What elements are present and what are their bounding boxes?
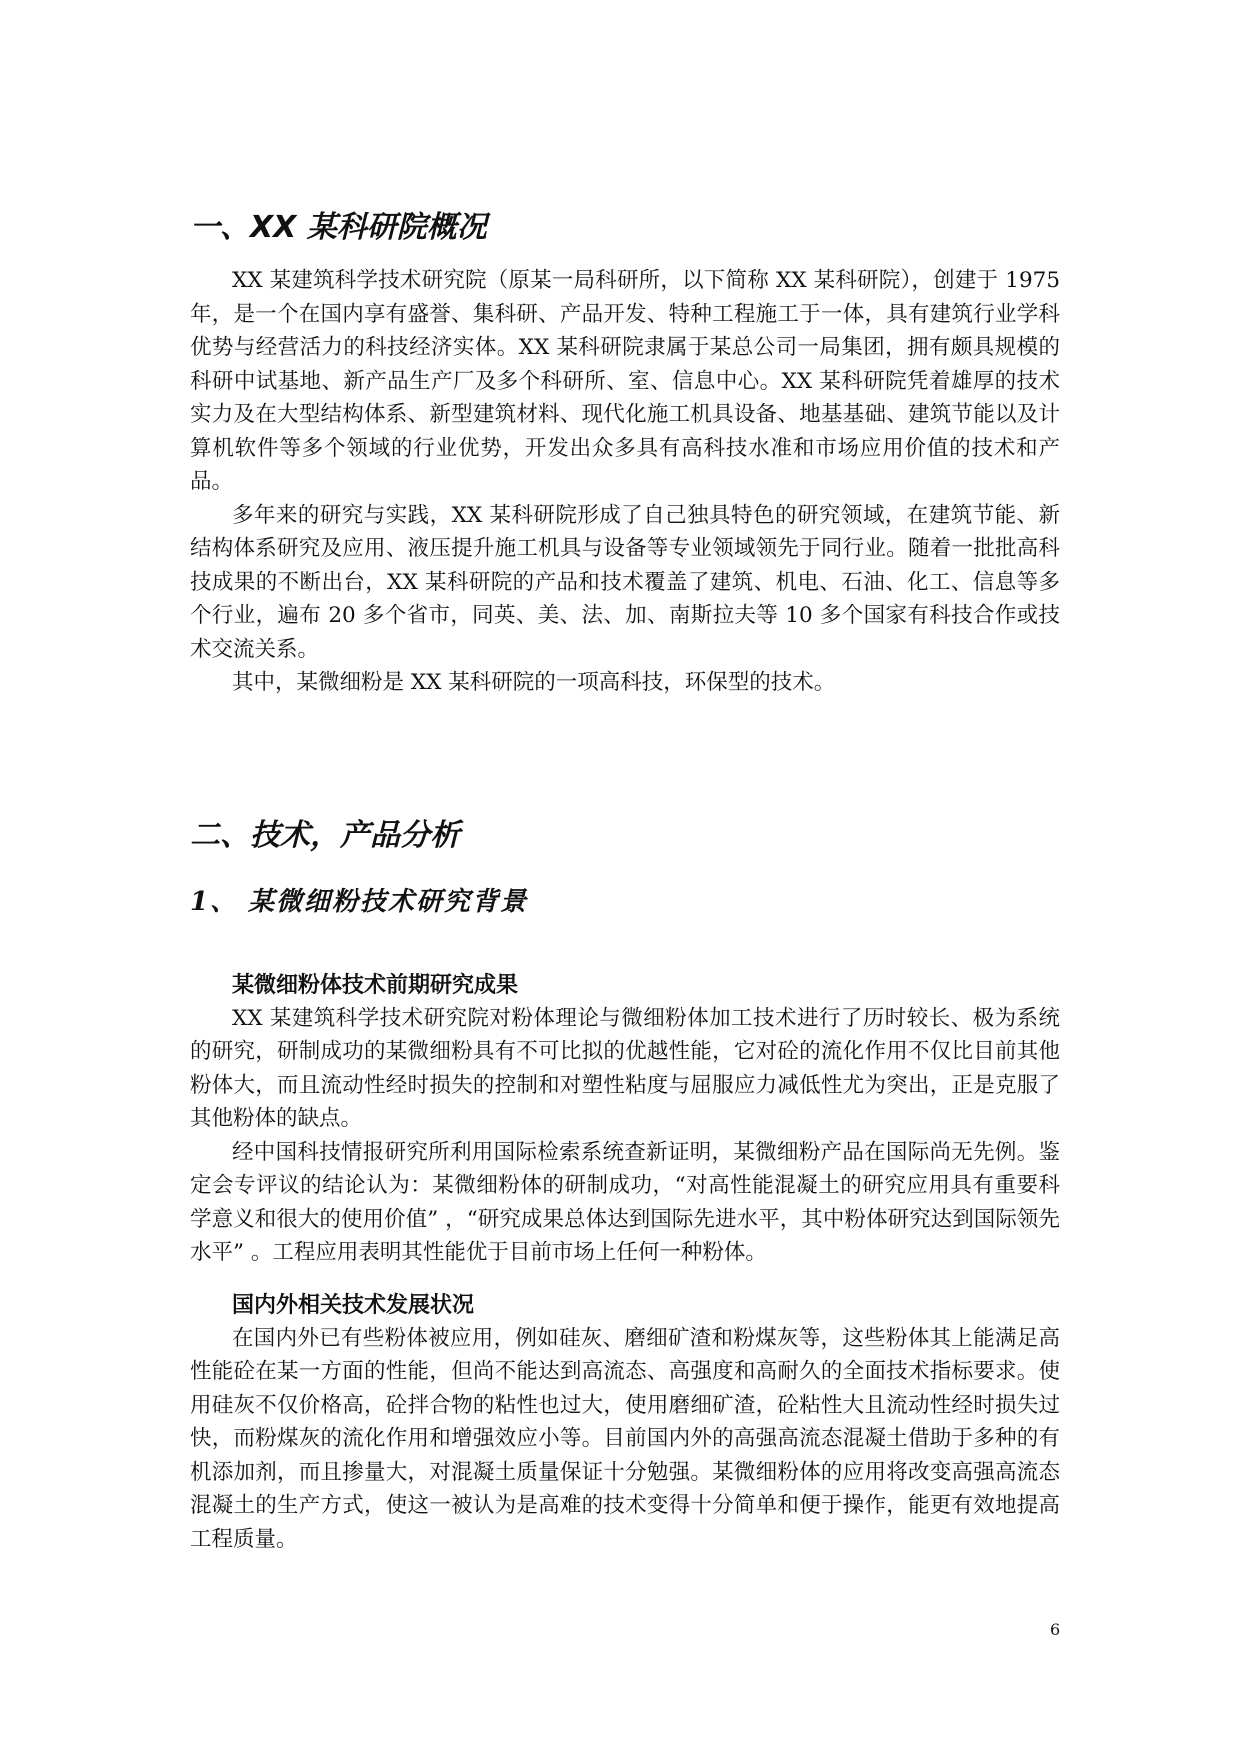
overview-paragraph: 多年来的研究与实践，XX 某科研院形成了自己独具特色的研究领域，在建筑节能、新结构体系研究及应用、液压提升施工机具与设备等专业领域领先于同行业。随着一批批高科技成果的不断出台，XX 某科研院的产品和技术覆盖了建筑、机电、石油、化工、信息等多个行业，遍布 20 多个省市，同英、美、法、加、南斯拉夫等 10 多个国家有科技合作或技术交流关系。 <box>190 502 1060 662</box>
subsection-heading <box>190 884 1060 920</box>
overview-body <box>190 264 1060 700</box>
body-paragraph: 经中国科技情报研究所利用国际检索系统查新证明，某微细粉产品在国际尚无先例。鉴定会专评议的结论认为：某微细粉体的研制成功，“对高性能混凝土的研究应用具有重要科学意义和很大的使用价值” ，“研究成果总体达到国际先进水平，其中粉体研究达到国际领先水平” 。工程应用表明其性能优于目前市场上任何一种粉体。 <box>190 1139 1060 1265</box>
overview-paragraph: 其中，某微细粉是 XX 某科研院的一项高科技，环保型的技术。 <box>232 670 836 695</box>
body-paragraph: XX 某建筑科学技术研究院对粉体理论与微细粉体加工技术进行了历时较长、极为系统的研究，研制成功的某微细粉具有不可比拟的优越性能，它对砼的流化作用不仅比目前其他粉体大，而且流动性经时损失的控制和对塑性粘度与屈服应力减低性尤为突出，正是克服了其他粉体的缺点。 <box>190 1005 1060 1131</box>
block-heading-related-tech: 国内外相关技术发展状况 <box>232 1292 475 1318</box>
page-number: 6 <box>1050 1620 1061 1639</box>
block-heading-prior-results: 某微细粉体技术前期研究成果 <box>232 972 519 998</box>
subsection-title: 某微细粉技术研究背景 <box>248 886 529 917</box>
section-heading-overview: 一、XX 某科研院概况 <box>190 210 487 245</box>
page-content <box>190 200 1060 1556</box>
overview-paragraph: XX 某建筑科学技术研究院（原某一局科研所，以下简称 XX 某科研院），创建于 1975 年，是一个在国内享有盛誉、集科研、产品开发、特种工程施工于一体，具有建筑行业学科优势与经营活力的科技经济实体。XX 某科研院隶属于某总公司一局集团，拥有颇具规模的科研中试基地、新产品生产厂及多个科研所、室、信息中心。XX 某科研院凭着雄厚的技术实力及在大型结构体系、新型建筑材料、现代化施工机具设备、地基基础、建筑节能以及计算机软件等多个领域的行业优势，开发出众多具有高科技水准和市场应用价值的技术和产品。 <box>190 268 1060 494</box>
body-paragraph: 在国内外已有些粉体被应用，例如硅灰、磨细矿渣和粉煤灰等，这些粉体其上能满足高性能砼在某一方面的性能，但尚不能达到高流态、高强度和高耐久的全面技术指标要求。使用硅灰不仅价格高，砼拌合物的粘性也过大，使用磨细矿渣，砼粘性大且流动性经时损失过快，而粉煤灰的流化作用和增强效应小等。目前国内外的高强高流态混凝土借助于多种的有机添加剂，而且掺量大，对混凝土质量保证十分勉强。某微细粉体的应用将改变高强高流态混凝土的生产方式，使这一被认为是高难的技术变得十分简单和便于操作，能更有效地提高工程质量。 <box>190 1325 1060 1552</box>
subsection-number: 1、 <box>190 886 239 917</box>
section-heading-analysis: 二、技术，产品分析 <box>190 817 460 853</box>
